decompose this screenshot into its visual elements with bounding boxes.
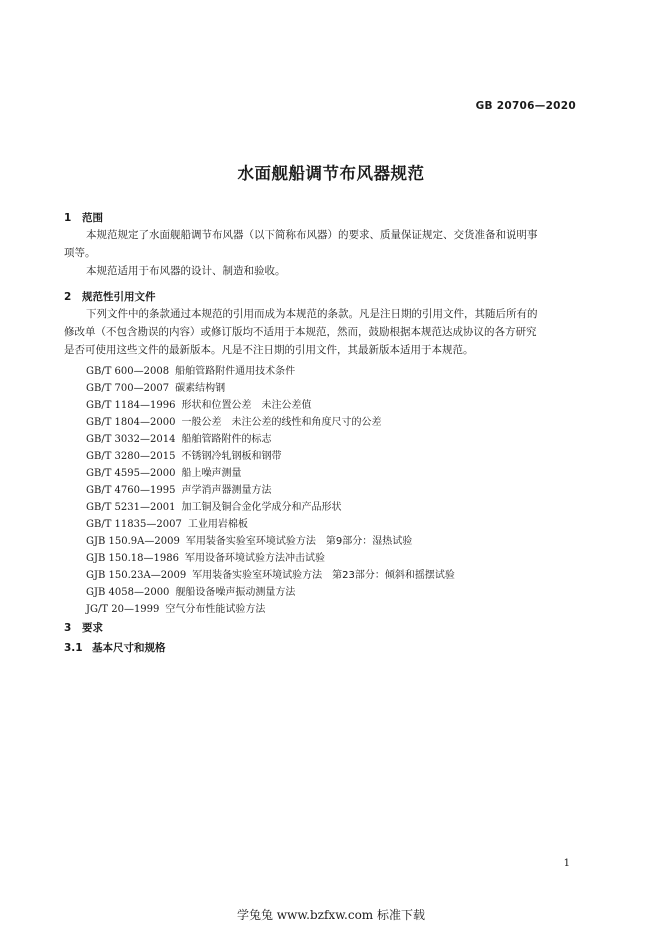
reference-code: GB/T 11835—2007 xyxy=(86,519,182,530)
reference-title: 船上噪声测量 xyxy=(181,468,242,479)
reference-code: GB/T 4760—1995 xyxy=(86,485,176,496)
section-2-heading xyxy=(64,289,156,304)
scope-line-3: 本规范适用于布风器的设计、制造和验收。 xyxy=(86,265,286,277)
reference-code: GJB 150.9A—2009 xyxy=(86,536,180,547)
normative-line-2: 修改单（不包含勘误的内容）或修订版均不适用于本规范，然而，鼓励根据本规范达成协议的各方研究 xyxy=(64,326,537,338)
reference-code: GB/T 5231—2001 xyxy=(86,502,176,513)
reference-code: GB/T 600—2008 xyxy=(86,366,170,377)
reference-code: GJB 150.18—1986 xyxy=(86,553,179,564)
section-title: 范围 xyxy=(82,212,103,224)
reference-item xyxy=(86,379,225,394)
reference-code: GB/T 4595—2000 xyxy=(86,468,176,479)
reference-code: JG/T 20—1999 xyxy=(86,604,160,615)
reference-title: 形状和位置公差 未注公差值 xyxy=(181,400,312,411)
reference-item xyxy=(86,498,341,513)
reference-item xyxy=(86,549,325,564)
reference-code: GJB 4058—2000 xyxy=(86,587,170,598)
reference-title: 船舶管路附件的标志 xyxy=(181,434,272,445)
reference-title: 声学消声器测量方法 xyxy=(181,485,272,496)
scope-line-2: 项等。 xyxy=(64,247,96,259)
reference-code: GJB 150.23A—2009 xyxy=(86,570,187,581)
standard-number: GB 20706—2020 xyxy=(475,100,576,112)
section-3-1-heading xyxy=(64,640,166,655)
reference-title: 船舶管路附件通用技术条件 xyxy=(175,366,296,377)
reference-code: GB/T 3032—2014 xyxy=(86,434,176,445)
reference-item xyxy=(86,396,311,411)
watermark-footer: 学兔兔 www.bzfxw.com 标准下载 xyxy=(236,908,426,922)
reference-item xyxy=(86,464,241,479)
document-title: 水面舰船调节布风器规范 xyxy=(237,164,425,183)
reference-item xyxy=(86,600,265,615)
reference-title: 军用装备实验室环境试验方法 第23部分：倾斜和摇摆试验 xyxy=(192,570,455,581)
reference-title: 军用装备实验室环境试验方法 第9部分：湿热试验 xyxy=(185,536,413,547)
page-number: 1 xyxy=(563,858,570,869)
section-number: 2 xyxy=(64,291,72,303)
reference-item xyxy=(86,362,295,377)
section-title: 要求 xyxy=(82,622,103,634)
normative-line-3: 是否可使用这些文件的最新版本。凡是不注日期的引用文件，其最新版本适用于本规范。 xyxy=(64,344,474,356)
reference-code: GB/T 3280—2015 xyxy=(86,451,176,462)
section-title: 规范性引用文件 xyxy=(82,291,156,303)
reference-item xyxy=(86,413,381,428)
section-number: 3.1 xyxy=(64,642,83,654)
reference-item xyxy=(86,515,248,530)
reference-code: GB/T 1804—2000 xyxy=(86,417,176,428)
reference-title: 碳素结构钢 xyxy=(175,383,226,394)
section-1-heading xyxy=(64,210,103,225)
reference-title: 一般公差 未注公差的线性和角度尺寸的公差 xyxy=(181,417,382,428)
section-3-heading xyxy=(64,620,103,635)
reference-title: 不锈钢冷轧钢板和钢带 xyxy=(181,451,282,462)
section-title: 基本尺寸和规格 xyxy=(92,642,166,654)
reference-item xyxy=(86,566,455,581)
reference-item xyxy=(86,583,295,598)
reference-title: 工业用岩棉板 xyxy=(187,519,248,530)
reference-title: 军用设备环境试验方法冲击试验 xyxy=(184,553,325,564)
reference-item xyxy=(86,481,271,496)
reference-code: GB/T 1184—1996 xyxy=(86,400,176,411)
reference-title: 舰船设备噪声振动测量方法 xyxy=(175,587,296,598)
section-number: 1 xyxy=(64,212,72,224)
scope-line-1: 本规范规定了水面舰船调节布风器（以下简称布风器）的要求、质量保证规定、交货准备和说明事 xyxy=(86,229,538,241)
reference-item xyxy=(86,447,281,462)
reference-title: 加工铜及铜合金化学成分和产品形状 xyxy=(181,502,342,513)
reference-item xyxy=(86,430,271,445)
section-number: 3 xyxy=(64,622,72,634)
reference-code: GB/T 700—2007 xyxy=(86,383,170,394)
reference-title: 空气分布性能试验方法 xyxy=(165,604,266,615)
reference-item xyxy=(86,532,412,547)
normative-line-1: 下列文件中的条款通过本规范的引用而成为本规范的条款。凡是注日期的引用文件，其随后所有的 xyxy=(86,308,538,320)
